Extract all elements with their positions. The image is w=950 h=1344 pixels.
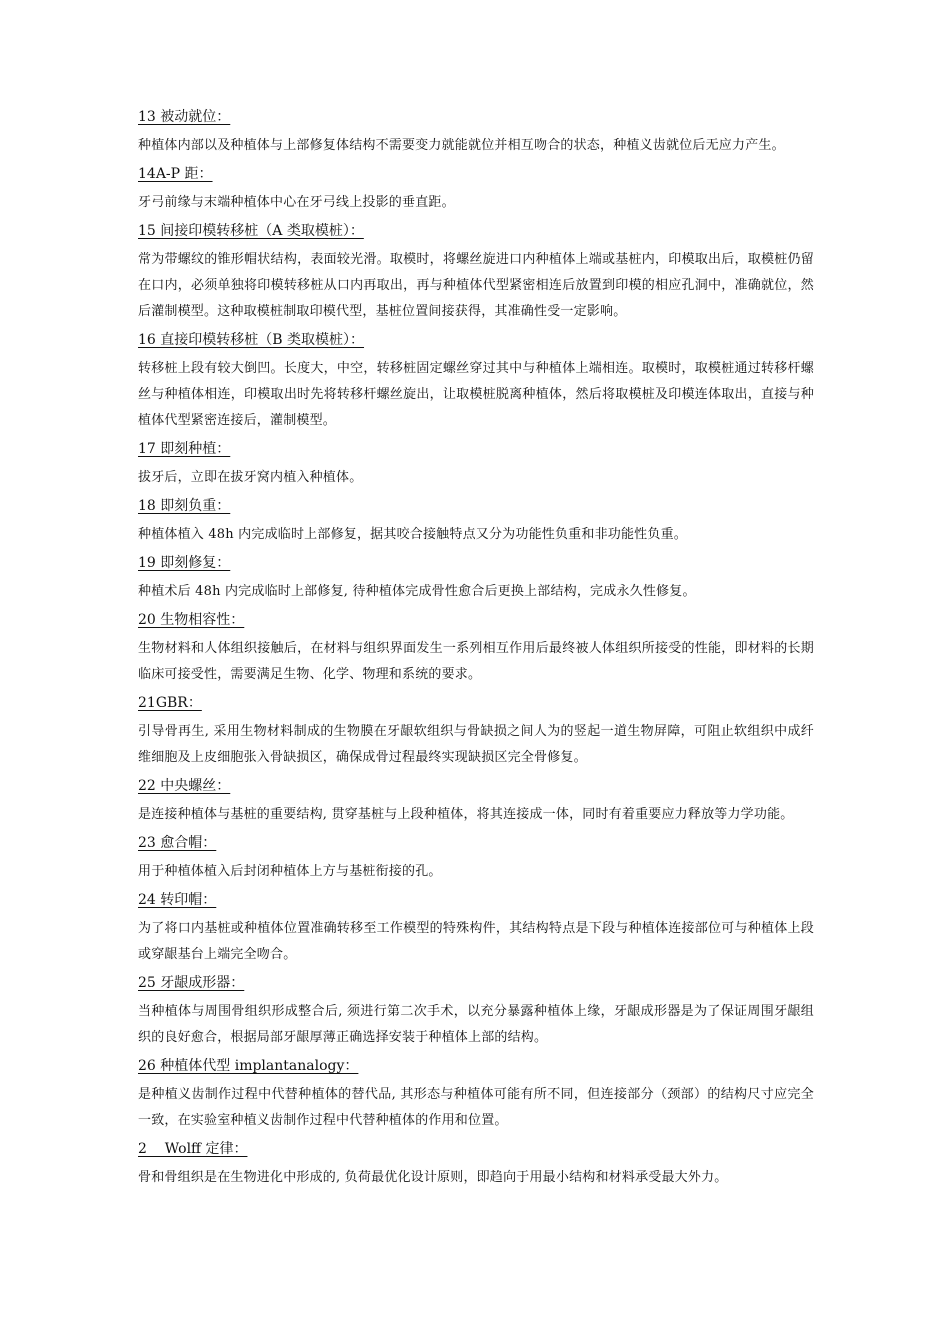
term-definition: 引导骨再生, 采用生物材料制成的生物膜在牙龈软组织与骨缺损之间人为的竖起一道生物屏障，可阻止软组织中成纤维细胞及上皮细胞张入骨缺损区，确保成骨过程最终实现缺损区完全骨修复。 [138,724,814,765]
term-heading: 15 间接印模转移桩（A 类取模桩）： [138,223,364,239]
glossary-entry [138,775,814,828]
glossary-entry [138,329,814,434]
glossary-entry [138,832,814,885]
glossary-entry [138,692,814,771]
glossary-entry [138,1138,814,1191]
glossary-entries [138,106,814,1195]
term-definition: 是连接种植体与基桩的重要结构, 贯穿基桩与上段种植体，将其连接成一体，同时有着重要应力释放等力学功能。 [138,807,794,822]
glossary-entry [138,609,814,688]
term-definition: 转移桩上段有较大倒凹。长度大，中空，转移桩固定螺丝穿过其中与种植体上端相连。取模时，取模桩通过转移杆螺丝与种植体相连，印模取出时先将转移杆螺丝旋出，让取模桩脱离种植体，然后将取模桩及印模连体取出，直接与种植体代型紧密连接后，灌制模型。 [138,361,814,428]
term-definition: 用于种植体植入后封闭种植体上方与基桩衔接的孔。 [138,864,442,879]
term-heading: 21GBR： [138,695,202,711]
glossary-entry [138,106,814,159]
term-heading: 17 即刻种植： [138,441,231,457]
term-definition: 当种植体与周围骨组织形成整合后, 须进行第二次手术，以充分暴露种植体上缘，牙龈成形器是为了保证周围牙龈组织的良好愈合，根据局部牙龈厚薄正确选择安装于种植体上部的结构。 [138,1004,814,1045]
term-definition: 是种植义齿制作过程中代替种植体的替代品, 其形态与种植体可能有所不同，但连接部分（颈部）的结构尺寸应完全一致，在实验室种植义齿制作过程中代替种植体的作用和位置。 [138,1087,814,1128]
glossary-entry [138,889,814,968]
term-heading: 26 种植体代型 implantanalogy： [138,1058,359,1074]
term-definition: 为了将口内基桩或种植体位置准确转移至工作模型的特殊构件，其结构特点是下段与种植体连接部位可与种植体上段或穿龈基台上端完全吻合。 [138,921,814,962]
glossary-entry [138,495,814,548]
term-heading: 14A-P 距： [138,166,213,182]
term-heading: 24 转印帽： [138,892,217,908]
term-definition: 种植体内部以及种植体与上部修复体结构不需要变力就能就位并相互吻合的状态，种植义齿就位后无应力产生。 [138,138,785,153]
glossary-entry [138,972,814,1051]
term-heading: 23 愈合帽： [138,835,217,851]
term-heading: 13 被动就位： [138,109,231,125]
term-heading: 18 即刻负重： [138,498,231,514]
glossary-entry [138,1055,814,1134]
term-definition: 牙弓前缘与末端种植体中心在牙弓线上投影的垂直距。 [138,195,455,210]
term-definition: 骨和骨组织是在生物进化中形成的, 负荷最优化设计原则，即趋向于用最小结构和材料承受最大外力。 [138,1170,728,1185]
term-heading: 25 牙龈成形器： [138,975,245,991]
term-heading: 19 即刻修复： [138,555,231,571]
term-heading: 22 中央螺丝： [138,778,231,794]
term-definition: 常为带螺纹的锥形帽状结构，表面较光滑。取模时，将螺丝旋进口内种植体上端或基桩内，印模取出后，取模桩仍留在口内，必须单独将印模转移桩从口内再取出，再与种植体代型紧密相连后放置到印模的相应孔洞中，准确就位，然后灌制模型。这种取模桩制取印模代型，基桩位置间接获得，其准确性受一定影响。 [138,252,814,319]
glossary-entry [138,220,814,325]
term-definition: 种植体植入 48h 内完成临时上部修复，据其咬合接触特点又分为功能性负重和非功能性负重。 [138,527,687,542]
term-definition: 种植术后 48h 内完成临时上部修复, 待种植体完成骨性愈合后更换上部结构，完成永久性修复。 [138,584,696,599]
term-heading: 20 生物相容性： [138,612,245,628]
term-heading: 16 直接印模转移桩（B 类取模桩）： [138,332,365,348]
glossary-entry [138,163,814,216]
term-heading: 2 Wolff 定律： [138,1141,248,1157]
glossary-entry [138,552,814,605]
term-definition: 拔牙后，立即在拔牙窝内植入种植体。 [138,470,363,485]
term-definition: 生物材料和人体组织接触后，在材料与组织界面发生一系列相互作用后最终被人体组织所接受的性能，即材料的长期临床可接受性，需要满足生物、化学、物理和系统的要求。 [138,641,814,682]
glossary-entry [138,438,814,491]
